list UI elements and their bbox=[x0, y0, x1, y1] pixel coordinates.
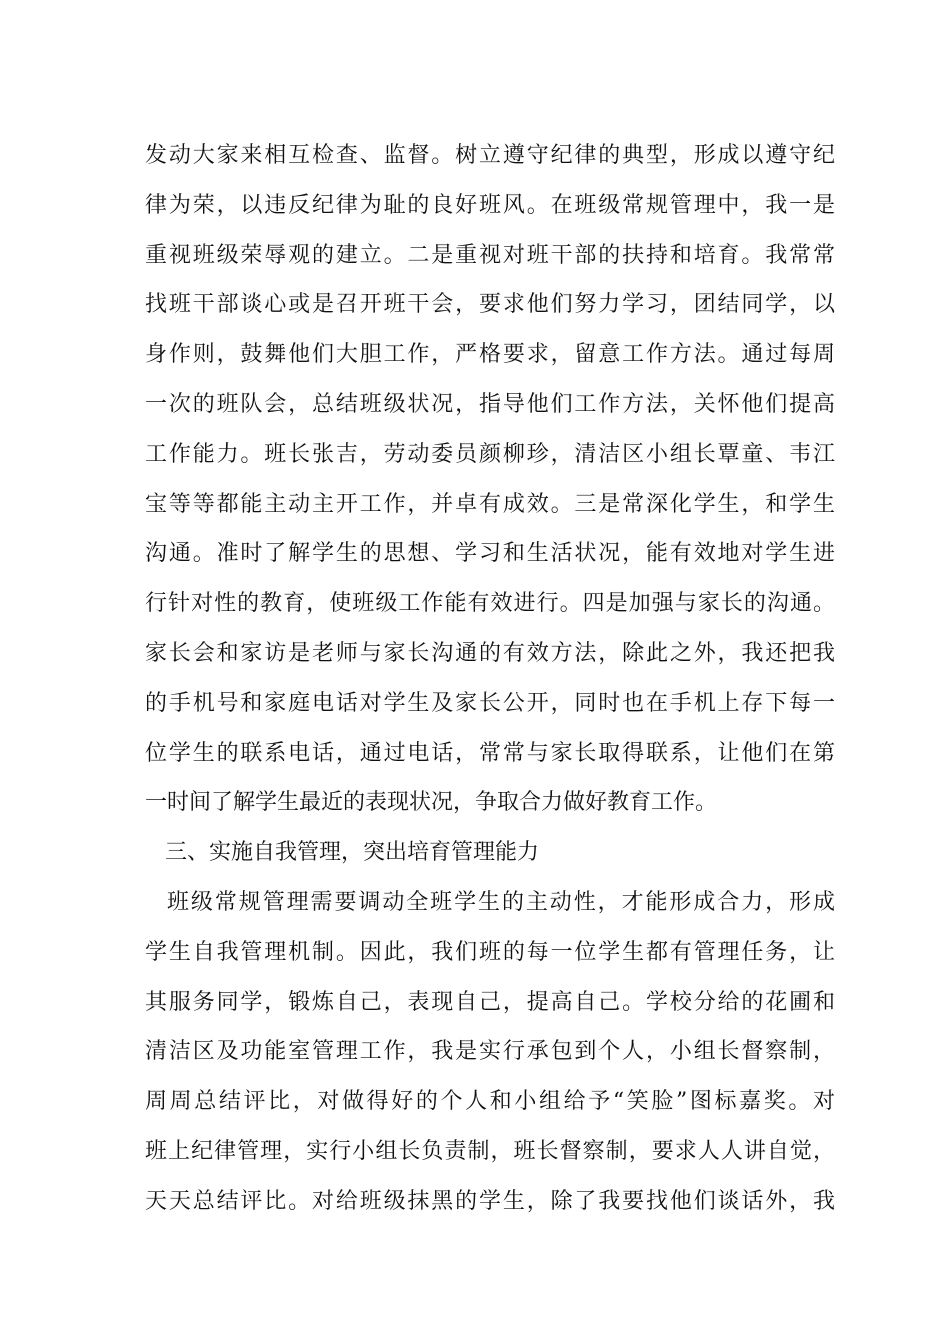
document-body bbox=[145, 131, 835, 1227]
text-line: 工作能力。班长张吉，劳动委员颜柳珍，清洁区小组长覃童、韦江 bbox=[145, 441, 835, 467]
text-line: 找班干部谈心或是召开班干会，要求他们努力学习，团结同学，以 bbox=[145, 292, 835, 318]
text-line: 家长会和家访是老师与家长沟通的有效方法，除此之外，我还把我 bbox=[145, 640, 835, 666]
text-line: 位学生的联系电话，通过电话，常常与家长取得联系，让他们在第 bbox=[145, 740, 835, 766]
text-line: 的手机号和家庭电话对学生及家长公开，同时也在手机上存下每一 bbox=[145, 690, 835, 716]
text-line: 班上纪律管理，实行小组长负责制，班长督察制，要求人人讲自觉， bbox=[145, 1138, 835, 1164]
text-line: 重视班级荣辱观的建立。二是重视对班干部的扶持和培育。我常常 bbox=[145, 242, 835, 268]
text-line: 清洁区及功能室管理工作，我是实行承包到个人，小组长督察制， bbox=[145, 1039, 835, 1065]
text-line: 宝等等都能主动主开工作，并卓有成效。三是常深化学生，和学生 bbox=[145, 491, 835, 517]
section-heading: 三、实施自我管理，突出培育管理能力 bbox=[165, 840, 540, 866]
text-line: 律为荣，以违反纪律为耻的良好班风。在班级常规管理中，我一是 bbox=[145, 192, 835, 218]
text-line: 其服务同学，锻炼自己，表现自己，提高自己。学校分给的花圃和 bbox=[145, 989, 835, 1015]
text-line: 沟通。准时了解学生的思想、学习和生活状况，能有效地对学生进 bbox=[145, 541, 835, 567]
text-line: 班级常规管理需要调动全班学生的主动性，才能形成合力，形成 bbox=[167, 889, 835, 915]
text-line: 一次的班队会，总结班级状况，指导他们工作方法，关怀他们提高 bbox=[145, 391, 835, 417]
text-line: 学生自我管理机制。因此，我们班的每一位学生都有管理任务，让 bbox=[145, 939, 835, 965]
text-line: 行针对性的教育，使班级工作能有效进行。四是加强与家长的沟通。 bbox=[145, 591, 835, 617]
text-line: 身作则，鼓舞他们大胆工作，严格要求，留意工作方法。通过每周 bbox=[145, 342, 835, 368]
text-line: 发动大家来相互检查、监督。树立遵守纪律的典型，形成以遵守纪 bbox=[145, 143, 835, 168]
text-line: 一时间了解学生最近的表现状况，争取合力做好教育工作。 bbox=[145, 790, 718, 816]
text-line: 周周总结评比，对做得好的个人和小组给予“笑脸”图标嘉奖。对 bbox=[145, 1089, 835, 1115]
text-line: 天天总结评比。对给班级抹黑的学生，除了我要找他们谈话外，我 bbox=[145, 1188, 835, 1214]
